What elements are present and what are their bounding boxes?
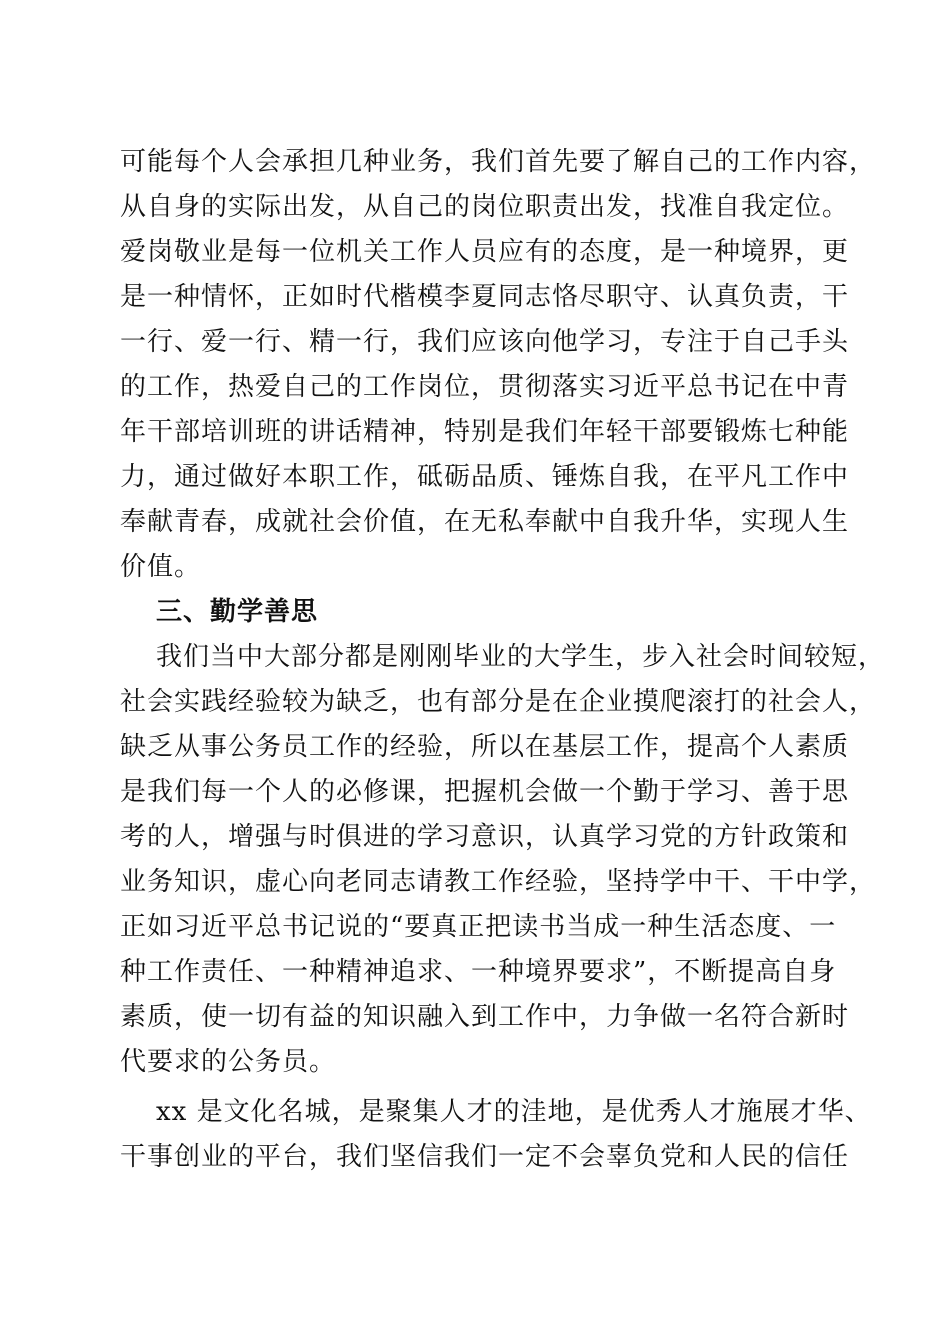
text-line: xx 是文化名城，是聚集人才的洼地，是优秀人才施展才华、 (156, 1097, 872, 1127)
text-line: 爱岗敬业是每一位机关工作人员应有的态度，是一种境界，更 (120, 237, 850, 267)
text-line: 代要求的公务员。 (120, 1047, 337, 1077)
text-line: 是我们每一个人的必修课，把握机会做一个勤于学习、善于思 (120, 777, 850, 807)
text-line: 一行、爱一行、精一行，我们应该向他学习，专注于自己手头 (120, 327, 850, 357)
text-line: 的工作，热爱自己的工作岗位，贯彻落实习近平总书记在中青 (120, 372, 850, 402)
text-line: 从自身的实际出发，从自己的岗位职责出发，找准自我定位。 (120, 192, 850, 222)
text-line: 年干部培训班的讲话精神，特别是我们年轻干部要锻炼七种能 (120, 417, 850, 447)
text-line: 可能每个人会承担几种业务，我们首先要了解自己的工作内容， (120, 147, 877, 177)
text-line: 是一种情怀，正如时代楷模李夏同志恪尽职守、认真负责，干 (120, 282, 850, 312)
text-line: 缺乏从事公务员工作的经验，所以在基层工作，提高个人素质 (120, 732, 850, 762)
section-heading: 三、勤学善思 (156, 597, 319, 627)
text-line: 正如习近平总书记说的“要真正把读书当成一种生活态度、一 (120, 912, 837, 942)
text-line: 素质，使一切有益的知识融入到工作中，力争做一名符合新时 (120, 1002, 850, 1032)
text-line: 种工作责任、一种精神追求、一种境界要求”，不断提高自身 (120, 957, 837, 987)
document-body (120, 140, 886, 1180)
text-line: 社会实践经验较为缺乏，也有部分是在企业摸爬滚打的社会人， (120, 687, 877, 717)
text-line: 奉献青春，成就社会价值，在无私奉献中自我升华，实现人生 (120, 507, 850, 537)
text-line: 我们当中大部分都是刚刚毕业的大学生，步入社会时间较短， (156, 642, 886, 672)
text-line: 业务知识，虚心向老同志请教工作经验，坚持学中干、干中学， (120, 867, 877, 897)
text-line: 干事创业的平台，我们坚信我们一定不会辜负党和人民的信任 (120, 1142, 850, 1172)
text-line: 价值。 (120, 552, 202, 582)
text-line: 考的人，增强与时俱进的学习意识，认真学习党的方针政策和 (120, 822, 850, 852)
text-line: 力，通过做好本职工作，砥砺品质、锤炼自我，在平凡工作中 (120, 462, 850, 492)
